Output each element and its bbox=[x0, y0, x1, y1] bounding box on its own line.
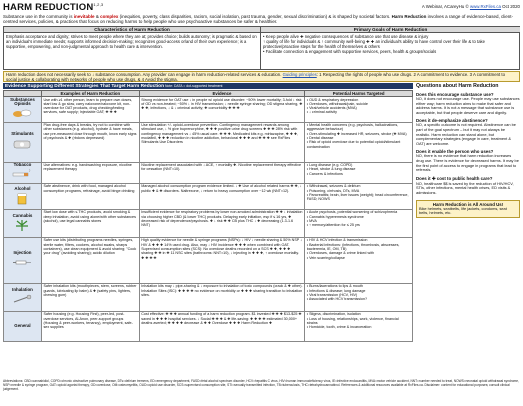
example-cell: Safer inhalation kits (mouthpieces, stem, screens, rubber guards, lubricating lip balm) & ✚ (safety pins, lighters, chewing gum) bbox=[41, 283, 139, 311]
beer-icon bbox=[11, 192, 33, 205]
intro-and: & bbox=[94, 14, 101, 19]
category-cell bbox=[4, 237, 42, 283]
table-row bbox=[4, 209, 413, 237]
harms-cell: • Burns/lacerations to lips & mouth • Infections & disease; lung damage • Viral transmission (HCV, HIV) • Associated with HCV transmission? bbox=[305, 283, 413, 311]
evidence-cell: Cost effective: ✚ ✚ ✚ annual funding of a harm reduction program. $1 invested ✚ ✚ ✚ $13-$25 ✚ saved in ✚ ✚ ✚ hospital services. ↓ Social ✚ ✚ ✚ & ✚ life-saving: ✚ ✚ ✚ ✚ estimated 30,000+ deaths averted; ✚ ✚ ✚ ✚ decrease & ✚ ✚ Overdose ✚ ✚ ✚ Harm Reduction ✚ bbox=[139, 311, 305, 341]
page-title bbox=[3, 2, 103, 13]
faq-answer: NO, healthcare $$ is saved by the reduction of HIV/HCV, STIs, other infections, mental health crises, ED visits & admissions. bbox=[416, 180, 514, 195]
category-label: Alcohol bbox=[14, 185, 31, 191]
principles-banner bbox=[3, 71, 520, 82]
example-cell: Start low dose with ≤ THC products, avoid smoking & deep inhalation, avoid using alone/with other substances (alcohol), use legal cannabis stores bbox=[41, 209, 139, 237]
col-header-examples: Examples of Harm Reduction bbox=[41, 91, 139, 97]
evidence-cell: Inhalation kits may ↓ pipe-sharing & ↓ exposure to inhalation of toxic compounds (crack & ✚ other). Inhalation Sites (ISC): ✚ ✚ ✚ ✚ no evidence on morbidity or ✚ ✚ ✚ sharing transition to inhalation sites. bbox=[139, 283, 305, 311]
evidence-cell: High quality evidence for needle & syringe programs (NSPs): ↓ HIV ↓ needle sharing & 50% NSP ↓ HIV & ✚ ✚ ✚ 14% used drug. Also, may ↓ HIV incidence ✚ ✚ ✚ when combined with OAT. Supervised consumption sites (SCS): No overdose deaths recorded on a SCS ✚ ✚, ✚ ✚ ✚ sharing ✚ ✚ in ✚ 11 NSC sites (bathrooms: NNT≈10), ↓ injecting in ✚ ✚ ✚, ↑ overdose mortality. ✚ ✚ ✚ ✚ bbox=[139, 237, 305, 283]
intro-inevitable: inevitable bbox=[73, 14, 95, 19]
harms-cell: • HIV & HCV infection & transmission • Bacterial infections: (infections, thrombosis, abscesses, bacteremia, IE, OM, TB) • Overdoses, damage & crime linked with • Vein scarring/collapse bbox=[305, 237, 413, 283]
characteristics-column bbox=[4, 27, 261, 70]
table-row bbox=[4, 183, 413, 209]
evidence-cell: Insufficient evidence for respiratory problems by lower non-smoked administration ✚ ✚ ↓ inhalation via choosing higher CBD (& lower THC) products. Delaying early initiation, esp if ≤ 16 yrs, ✚ decreased risk of dependence/psychosis. ✚ ↓ risk ✚ ✚ CB plus THC ↓ ✚ decreasing (1.3-1.6 NNT) bbox=[139, 209, 305, 237]
intro-lead: Substance use in the community is bbox=[3, 14, 74, 19]
banner-text-2: : 1 Respecting the rights of people who use drugs. 2 A commitment to evidence. 3 A commitment to social justice & collaborating with networks of people who use drugs, & 4 Avoid the stigma. bbox=[6, 72, 505, 82]
goal-line: ↑ quality of life for individuals & ↑ community well-being ✚ ✚ an individual's ability to have control over their life & to take protective/proactive steps for the health of themselves & others bbox=[263, 39, 485, 49]
faq-answer: NO, it does not encourage use. People may use substances either way; harm reduction aims to make that safer and address harms. It is not a message that substance use is acceptable, but that people deserve care and dignity. bbox=[416, 96, 520, 115]
faq-answer: NO, there is no evidence that harm reduction increases drug use. There is evidence for decreased harms. It may be the first point of access to engage in programs that lead to referrals. bbox=[416, 153, 519, 173]
evidence-table bbox=[3, 90, 413, 342]
example-cell: Safer housing (e.g. Housing First), peer-led, post-overdose services, Al-Anon, peer-support groups (Housing & peer-workers, tenancy), employment, safe-sex supplies bbox=[41, 311, 139, 341]
category-label: Tobacco bbox=[13, 162, 32, 168]
guiding-principles-link[interactable]: Guiding principles bbox=[282, 72, 317, 77]
goal-line: • Facilitate connection & engagement with supportive services, peers, health & groups/socials bbox=[263, 49, 437, 54]
table-row bbox=[4, 237, 413, 283]
faq-question: Does this encourage substance use? bbox=[416, 92, 494, 97]
table-row bbox=[4, 122, 413, 162]
category-label: Inhalation bbox=[12, 286, 33, 292]
category-cell bbox=[4, 97, 42, 123]
harms-cell: • OUD & respiratory depression • Overdoses, withdrawal/pain, suicide • Viral/vehicle accidents (MVA) • ↓ criminal activity bbox=[305, 97, 413, 123]
category-label: Cannabis bbox=[12, 212, 33, 218]
intro-hr-lead: Harm Reduction bbox=[391, 14, 427, 19]
header bbox=[3, 2, 520, 14]
title-refs: 1,2,3 bbox=[93, 2, 104, 7]
syringe-icon bbox=[11, 256, 33, 269]
harms-cell: • Acute psychosis, potential worsening of schizophrenia • Cannabis hyperemesis syndrome • MVA • ↑ memory/attention for ≤ 25 yrs bbox=[305, 209, 413, 237]
meta-date: Oct 2020 bbox=[502, 4, 520, 9]
evidence-cell: Managed alcohol consumption program evidence limited. ↓ ✚ Use of alcohol related harms ✚ ✚, ↓ public ✚ & ✚ disorders. Naltrexone, ↓ return to heavy consumption over ~12 wk (NNT≈12). bbox=[139, 183, 305, 209]
example-cell: Use alternatives: e.g. handwashing exposure, nicotine replacement therapy bbox=[41, 162, 139, 183]
col-header-evidence: Evidence bbox=[139, 91, 305, 97]
harms-cell: • Withdrawal, seizures & delirium • Poisoning, cirrhosis, DTs, MVA • Pancreatitis; brain, liver issues (weight); head circumference, FASD; NOWS bbox=[305, 183, 413, 209]
goal-line: • Keep people alive ✚ negative consequences of substance use that use disease & injury bbox=[263, 34, 429, 39]
meta-prefix: A Webinar, ACareyHu bbox=[421, 4, 466, 9]
example-cell: Plan drug-free days & breaks, try not to combine with other substances (e.g. alcohol), hydrate & have meals, use pre-measured dose through mouth, know early signs of psychosis & ✚ (rbdons depressed) bbox=[41, 122, 139, 162]
category-cell bbox=[4, 183, 42, 209]
faq-question: Does it ✚ cost to public health care? bbox=[416, 175, 493, 181]
cannabis-leaf-icon bbox=[11, 219, 33, 232]
harms-cell: • Lung disease (e.g. COPD) • Heart, stroke & lung disease • Cancers & infections bbox=[305, 162, 413, 183]
banner-text-1: Harm reduction does not necessarily seek to ↓ substance consumption. Any provider can engage in harm reduction-related services & education. bbox=[6, 72, 283, 77]
faq-title: Questions about Harm Reduction bbox=[416, 83, 499, 89]
cigarette-icon bbox=[11, 168, 33, 181]
category-label: Substances bbox=[10, 96, 35, 102]
characteristics-heading: Characteristics of Harm Reduction bbox=[4, 27, 260, 33]
faq-answer: NO, a specific outcome is not required. Abstinence can be part of the goal spectrum – but it may not always be realistic. Harm reduction can stand alone, but complementary strategies (engage in care, treatment & OAT) are welcome. bbox=[416, 122, 516, 146]
table-row bbox=[4, 162, 413, 183]
table-row bbox=[4, 97, 413, 123]
evidence-heading-note: Note: DATA = dot-supported treatment bbox=[164, 84, 223, 88]
col-header-harms: Potential Harms Targeted bbox=[305, 91, 413, 97]
goals-heading: Primary Goals of Harm Reduction bbox=[261, 27, 520, 33]
faq-question: Does it de-emphasize abstinence? bbox=[416, 118, 488, 124]
evidence-cell: Strong evidence for OAT use ↓ in people w/ opioid use disorder: ~50% lower mortality; 3-fold ↓ risk of OD vs non-treated; ~50% ↓ in HIV transmission; ↓ needle syringe sharing; OD stigma sharing, ✚ ✚ ✚, infections, ↓ & ↓ criminal activity; ✚ comorbidity ✚ ✚ ✚ bbox=[139, 97, 305, 123]
category-cell bbox=[4, 311, 42, 341]
category-label: Stimulants bbox=[11, 131, 34, 137]
faq-question: Does it enable the person who uses? bbox=[416, 149, 494, 155]
intro-hr-rest: involves a range of evidence-based, client-centred services, policies, & practices that focus on reducing harms to help people who use psychoactive substances be safer & healthier. bbox=[3, 14, 513, 25]
faq-panel bbox=[416, 83, 520, 379]
category-label: Injection bbox=[13, 249, 32, 255]
category-cell bbox=[4, 283, 42, 311]
category-cell bbox=[4, 122, 42, 162]
evidence-cell: Nicotine replacement associated with ↓ ACE, ↑ mortality ✚. Nicotine replacement therapy effective for cessation (NNT≈10). bbox=[139, 162, 305, 183]
goals-body bbox=[261, 33, 520, 55]
evidence-heading-text: Evidence Supporting Different Strategies That Target Harm Reduction bbox=[5, 84, 165, 89]
evidence-heading bbox=[3, 83, 413, 89]
meta-source: © bbox=[465, 4, 469, 9]
overview-box bbox=[3, 26, 520, 70]
all-around-us-text: Bike helmets, seatbelts, life jackets, condoms, seat belts, helmets, etc. bbox=[419, 205, 507, 216]
example-cell: Safe abstinence, drink with food, managed alcohol consumption programs, refrainage, avoid binge drinking bbox=[41, 183, 139, 209]
category-cell bbox=[4, 162, 42, 183]
intro-paragraph bbox=[3, 14, 520, 25]
harms-cell: • Mental health concerns (e.g. psychosis, hallucinations, aggressive behaviour) • Over-stimulating ✚ increased HR, seizures, stroke (✚ MVA) • Dental disease • Risk of opioid overdose due to potential opioid/stimulant contamination bbox=[305, 122, 413, 162]
all-around-us-box bbox=[416, 200, 520, 218]
category-sub: Opioids bbox=[14, 100, 31, 106]
category-label: General bbox=[14, 323, 31, 329]
characteristics-body: Emphasis acceptance and dignity; strives to meet people where they are at; provides choice; builds autonomy; is pragmatic & based on an individual's immediate needs; supports informed decision-making; recognizes good-access or/and of their own experience; is a supportive, empowering, and non-judgmental approach to health care & intervention. bbox=[6, 34, 257, 49]
header-meta bbox=[422, 4, 520, 9]
all-around-us-title: Harm Reduction is All Around Us! bbox=[432, 201, 504, 207]
example-cell: Safer use kits (distributing programs needles, syringes, sterile water, filters, cookers, alcohol swabs, sharps containers), use clean equipment & avoid sharing; "Cook your drug" (avoiding sharing); acidic dilution bbox=[41, 237, 139, 283]
intro-rest: (inequities, poverty, class disparities, racism, social isolation, past trauma, gender, sexual discrimination) & is shaped by societal factors. bbox=[118, 14, 392, 19]
table-row bbox=[4, 311, 413, 341]
stimulant-icon bbox=[11, 138, 33, 151]
rxfiles-link[interactable]: www.RxFiles.ca bbox=[469, 4, 501, 9]
category-cell bbox=[4, 209, 42, 237]
pipe-icon bbox=[11, 293, 33, 306]
evidence-cell: Use stimulation +/- opioid-overdose prevention. Contingency management rewards among stimulant use, ↓ % give buprenorphine, ✚ ✚ ✚ positive urine drug screens ✚ ✚ ✚ 28% risk with contingency management vs ↓ 45% usual care. ✚ ✚ ✚. Medicated kits e.g. mirtazapine, ✚ ✚ ✚, modafinil, ✚ ✚ ✚ reduction in nicotine addiction, behavioral ✚ ✚ ✚ and ✚ ✚ ✚ see RxFiles Stimulants Use Disorders bbox=[139, 122, 305, 162]
footer-abbreviations: Abbreviations: CBD=cannabidiol, COPD=chronic obstructive pulmonary disease, DTs=delirium tremens, ED=emergency department, FASD=fetal alcohol spectrum disorder, HCV=hepatitis C virus, HIV=human immunodeficiency virus, IE=infective endocarditis, MVA=motor vehicle accident, NNT=number needed to treat, NOWS=neonatal opioid withdrawal syndrome, NSP=needle & syringe program, OAT=opioid agonist therapy, OD=overdose, OM=osteomyelitis, OUD=opioid use disorder, SCS=supervised consumption site, STI=sexually transmitted infection, TB=tuberculosis, THC=tetrahydrocannabinol. References & additional resources available at RxFiles.ca. Disclaimer: content for educational purposes; consult clinical judgement. bbox=[3, 379, 519, 391]
intro-complex: complex bbox=[100, 14, 119, 19]
example-cell: Use with ≥1 other person, learn to prepare own doses, start low & go slow, carry naloxone/naloxone kit, non-overdose for OAT products, drug checking/testing services, safe supply; Injectable OAT; ✚ ✚ ✚ bbox=[41, 97, 139, 123]
title-text: HARM REDUCTION bbox=[3, 2, 94, 14]
pills-icon bbox=[11, 107, 33, 120]
table-row bbox=[4, 283, 413, 311]
goals-column bbox=[261, 27, 520, 70]
harms-cell: • Stigma, discrimination, isolation • Loss of housing, relationships, work, violence, financial strains • Homicide, tooth, crime & incarceration bbox=[305, 311, 413, 341]
